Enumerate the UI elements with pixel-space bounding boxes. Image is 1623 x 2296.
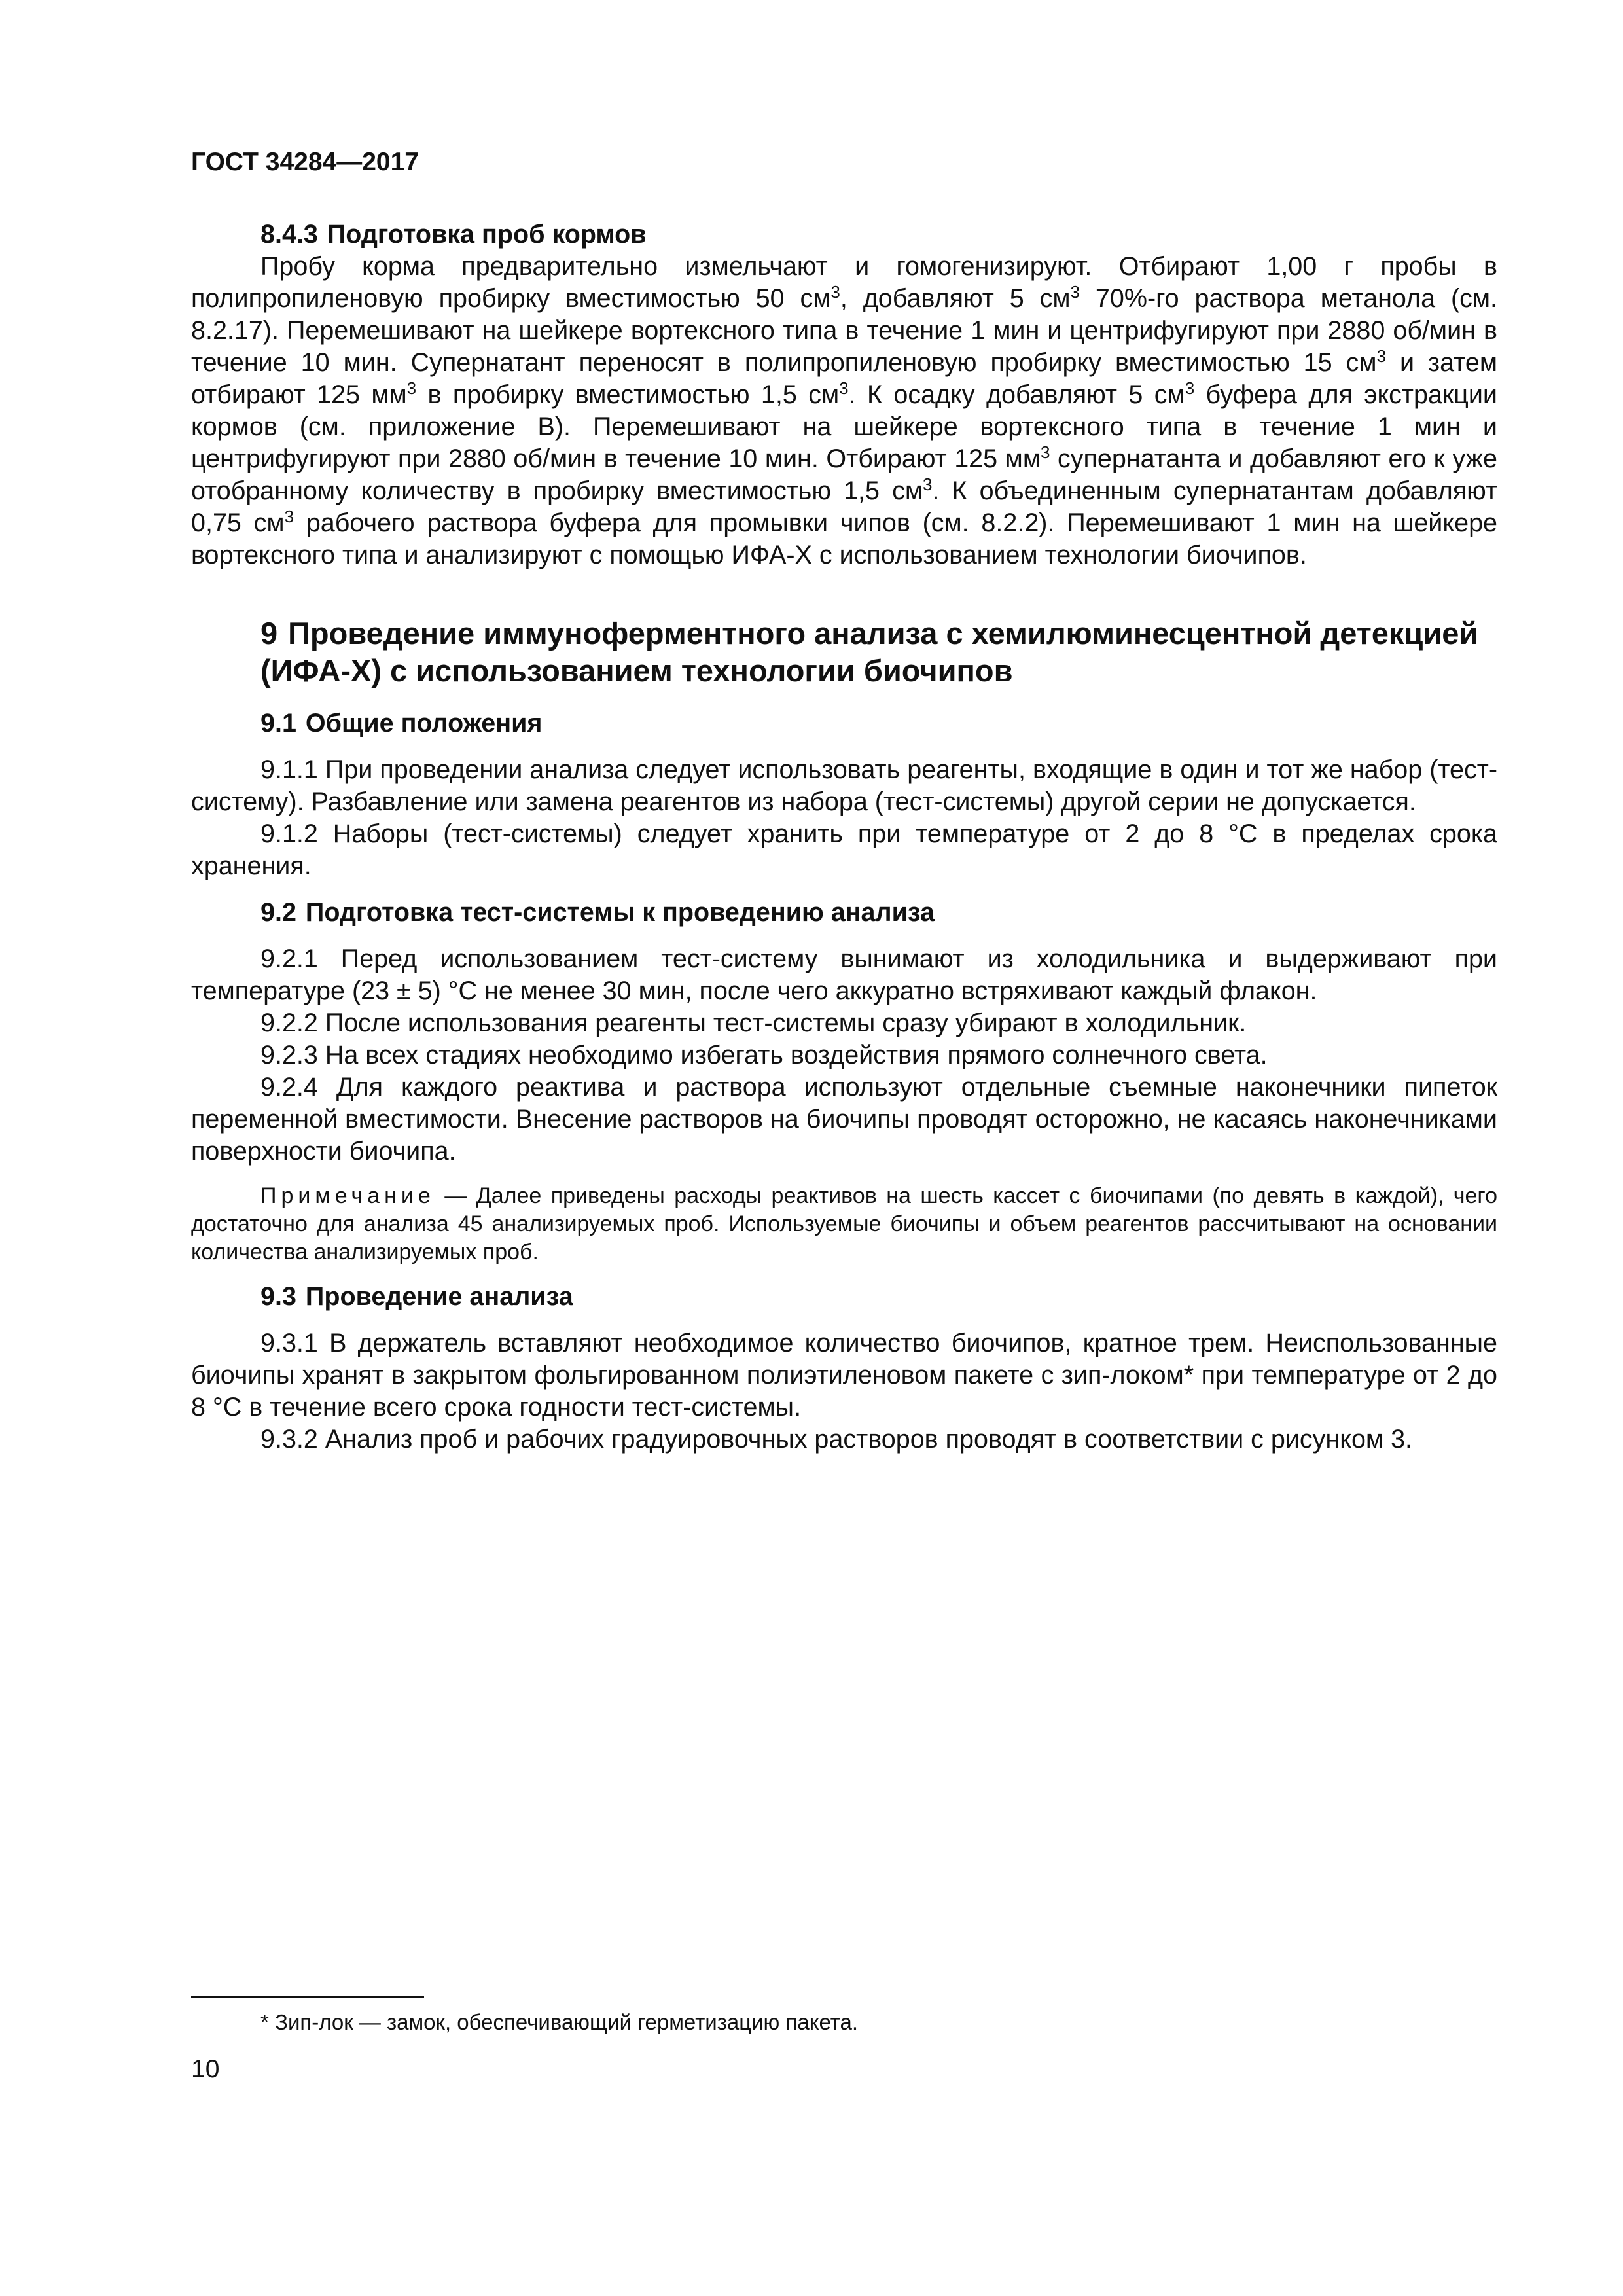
text-run: . К осадку добавляют 5 см xyxy=(848,380,1185,409)
subsection-heading-9-2 xyxy=(191,897,1497,929)
superscript: 3 xyxy=(830,281,840,302)
paragraph-9-3-2: 9.3.2 Анализ проб и рабочих градуировочных растворов проводят в соответствии с рисунком 3. xyxy=(260,1425,1413,1454)
section-number: 9 xyxy=(260,616,278,651)
paragraph-9-2-4: 9.2.4 Для каждого реактива и раствора используют отдельные съемные наконечники пипеток переменной вместимости. Внесение растворов на биочипы проводят осторожно, не касаясь наконечниками поверхности биочипа. xyxy=(191,1073,1497,1166)
subsection-title: Подготовка проб кормов xyxy=(327,220,647,249)
superscript: 3 xyxy=(284,506,294,526)
paragraph-9-2-2: 9.2.2 После использования реагенты тест-системы сразу убирают в холодильник. xyxy=(260,1009,1247,1037)
paragraph-9-3-1: 9.3.1 В держатель вставляют необходимое количество биочипов, кратное трем. Неиспользованные биочипы хранят в закрытом фольгированном полиэтиленовом пакете с зип-локом* при температуре от 2 до 8 °С в течение всего срока годности тест-системы. xyxy=(191,1329,1497,1422)
subsection-number: 9.2 xyxy=(260,898,296,927)
text-run: рабочего раствора буфера для промывки чипов (см. 8.2.2). Перемешивают 1 мин на шейкере вортексного типа и анализируют с помощью ИФА-Х с использованием технологии биочипов. xyxy=(191,509,1498,569)
subsection-number: 8.4.3 xyxy=(260,220,318,249)
superscript: 3 xyxy=(1040,442,1050,462)
note-block xyxy=(191,1182,1497,1266)
subsection-heading-9-3 xyxy=(191,1281,1497,1313)
subsection-number: 9.3 xyxy=(260,1282,296,1311)
paragraph-9-2-3: 9.2.3 На всех стадиях необходимо избегать воздействия прямого солнечного света. xyxy=(260,1041,1268,1069)
document-header: ГОСТ 34284—2017 xyxy=(191,148,419,176)
superscript: 3 xyxy=(1070,281,1080,302)
footnote-divider xyxy=(191,1996,424,1998)
text-run: супернатанта и добавляют его к уже отобранному количеству в пробирку вместимостью 1,5 см xyxy=(191,444,1497,505)
paragraph-9-2-1: 9.2.1 Перед использованием тест-систему вынимают из холодильника и выдерживают при температуре (23 ± 5) °С не менее 30 мин, после чего аккуратно встряхивают каждый флакон. xyxy=(191,944,1497,1005)
footnote: * Зип-лок — замок, обеспечивающий герметизацию пакета. xyxy=(260,2010,859,2034)
subsection-title: Общие положения xyxy=(305,709,543,738)
subsection-number: 9.1 xyxy=(260,709,296,738)
subsection-title: Проведение анализа xyxy=(305,1282,573,1311)
superscript: 3 xyxy=(923,474,933,494)
page-number: 10 xyxy=(191,2055,220,2083)
section-heading-9 xyxy=(191,615,1497,689)
subsection-title: Подготовка тест-системы к проведению анализа xyxy=(305,898,935,927)
text-run: буфера для экстракции кормов (см. приложение В). Перемешивают на шейкере вортексного типа в течение 1 мин и центрифугируют при 2880 об/мин в течение 10 мин. Отбирают 125 мм xyxy=(191,380,1497,473)
superscript: 3 xyxy=(1376,346,1386,366)
superscript: 3 xyxy=(839,378,849,398)
text-run: , добавляют 5 см xyxy=(840,284,1071,313)
paragraph-8-4-3 xyxy=(191,251,1497,571)
superscript: 3 xyxy=(1185,378,1195,398)
text-run: и затем отбирают 125 мм xyxy=(191,348,1497,409)
paragraph-9-1-1: 9.1.1 При проведении анализа следует использовать реагенты, входящие в один и тот же набор (тест-систему). Разбавление или замена реагентов из набора (тест-системы) другой серии не допускается. xyxy=(191,755,1497,816)
superscript: 3 xyxy=(406,378,417,398)
subsection-heading-9-1 xyxy=(191,708,1497,740)
note-text: — Далее приведены расходы реактивов на шесть кассет с биочипами (по девять в каждой), чего достаточно для анализа 45 анализируемых проб. Используемые биочипы и объем реагентов рассчитывают на основании количества анализируемых проб. xyxy=(191,1183,1497,1265)
section-title: Проведение иммуноферментного анализа с хемилюминесцентной детекцией (ИФА-Х) с использованием технологии биочипов xyxy=(260,616,1478,688)
text-run: . К объединенным супернатантам добавляют 0,75 см xyxy=(191,476,1497,537)
note-label: Примечание xyxy=(260,1183,435,1208)
text-run: Пробу корма предварительно измельчают и гомогенизируют. Отбирают 1,00 г пробы в полипропиленовую пробирку вместимостью 50 см xyxy=(191,252,1497,313)
subsection-heading-8-4-3 xyxy=(191,219,1497,251)
text-run: в пробирку вместимостью 1,5 см xyxy=(416,380,840,409)
paragraph-9-1-2: 9.1.2 Наборы (тест-системы) следует хранить при температуре от 2 до 8 °С в пределах срока хранения. xyxy=(191,819,1497,880)
document-body xyxy=(191,219,1497,1456)
text-run: 70%-го раствора метанола (см. 8.2.17). Перемешивают на шейкере вортексного типа в течение 1 мин и центрифугируют при 2880 об/мин в течение 10 мин. Супернатант переносят в полипропиленовую пробирку вместимостью 15 см xyxy=(191,284,1498,377)
